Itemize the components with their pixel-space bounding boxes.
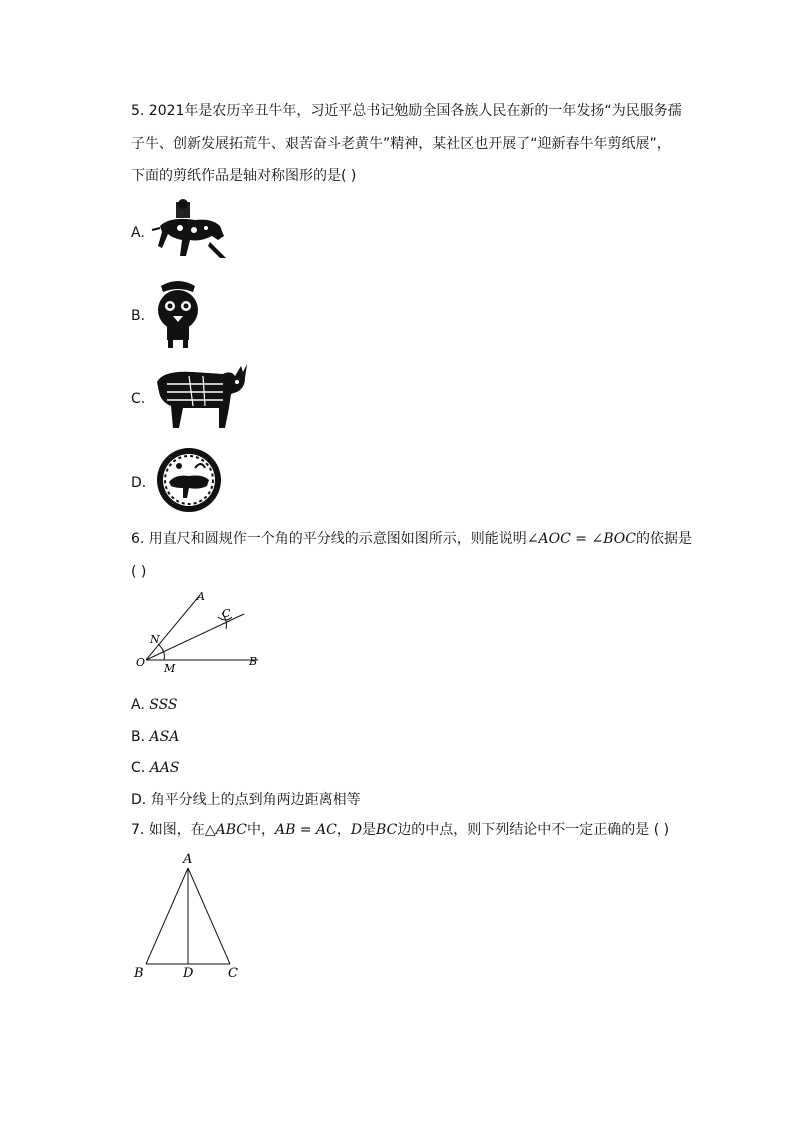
label-c: C: [222, 607, 231, 620]
label-c: C: [228, 966, 238, 981]
q6-option-d-label: D.: [131, 792, 147, 808]
q6-option-b-label: B.: [131, 729, 146, 745]
label-a: A: [197, 590, 205, 603]
q5-option-d-label: D.: [131, 475, 147, 491]
q6-option-c-label: C.: [131, 760, 146, 776]
q6-angle-equation: ∠AOC = ∠BOC: [526, 531, 636, 547]
ray-oa: [146, 595, 200, 660]
q6-option-a: [131, 698, 178, 712]
q6-option-a-label: A.: [131, 697, 145, 713]
label-b: B: [134, 966, 144, 981]
q7-suffix: 边的中点，则下列结论中不一定正确的是 ( ): [397, 822, 670, 838]
q5-option-c-label: C.: [131, 391, 146, 407]
q7-triangle: △ABC: [204, 822, 247, 838]
label-m: M: [164, 662, 176, 675]
q5-option-b-label: B.: [131, 308, 146, 324]
q6-option-d-text: 角平分线上的点到角两边距离相等: [150, 792, 361, 808]
q6-line-1-suffix: 的依据是: [635, 531, 692, 547]
label-n: N: [150, 633, 160, 646]
label-b: B: [249, 655, 258, 668]
q7-segment-bc: BC: [376, 822, 398, 838]
q6-line-2: ( ): [131, 564, 147, 580]
q5-line-3: 下面的剪纸作品是轴对称图形的是( ): [131, 168, 357, 184]
q6-option-c: [131, 761, 180, 775]
q7-mid-1: 中，: [246, 822, 275, 838]
q7-prefix: 7. 如图，在: [131, 822, 205, 838]
q6-line-1: [131, 532, 692, 546]
q7-isosceles-triangle-figure: [128, 848, 248, 988]
q7-point-d: D: [350, 822, 363, 838]
q6-option-b: [131, 730, 179, 744]
ray-oc: [146, 614, 244, 660]
q5-option-a-label: A.: [131, 225, 145, 241]
label-d: D: [183, 966, 194, 981]
arc-mn: [158, 644, 164, 660]
side-ac: [188, 868, 230, 964]
q5-line-1: 5. 2021年是农历辛丑牛年，习近平总书记勉励全国各族人民在新的一年发扬“为民服务孺: [131, 103, 682, 119]
ox-with-rider-papercut-image: [150, 196, 232, 264]
q7-line-1: [131, 823, 669, 837]
q6-option-d: [131, 793, 361, 807]
label-o: O: [136, 656, 146, 669]
ox-face-papercut-image: [153, 280, 203, 350]
q6-option-c-text: AAS: [149, 760, 180, 776]
q5-line-2: 子牛、创新发展拓荒牛、艰苦奋斗老黄牛”精神，某社区也开展了“迎新春牛年剪纸展”，: [131, 136, 671, 152]
label-a: A: [183, 852, 193, 867]
q6-angle-bisector-figure: [130, 585, 270, 680]
q6-option-a-text: SSS: [149, 697, 178, 713]
q6-line-1-prefix: 6. 用直尺和圆规作一个角的平分线的示意图如图所示，则能说明: [131, 531, 527, 547]
ox-side-papercut-image: [153, 362, 249, 432]
q7-mid-2: ，: [336, 822, 351, 838]
side-ab: [146, 868, 188, 964]
ox-in-circle-papercut-image: [155, 446, 223, 514]
q7-mid-3: 是: [362, 822, 377, 838]
q7-equation: AB = AC: [274, 822, 337, 838]
q6-option-b-text: ASA: [149, 729, 180, 745]
